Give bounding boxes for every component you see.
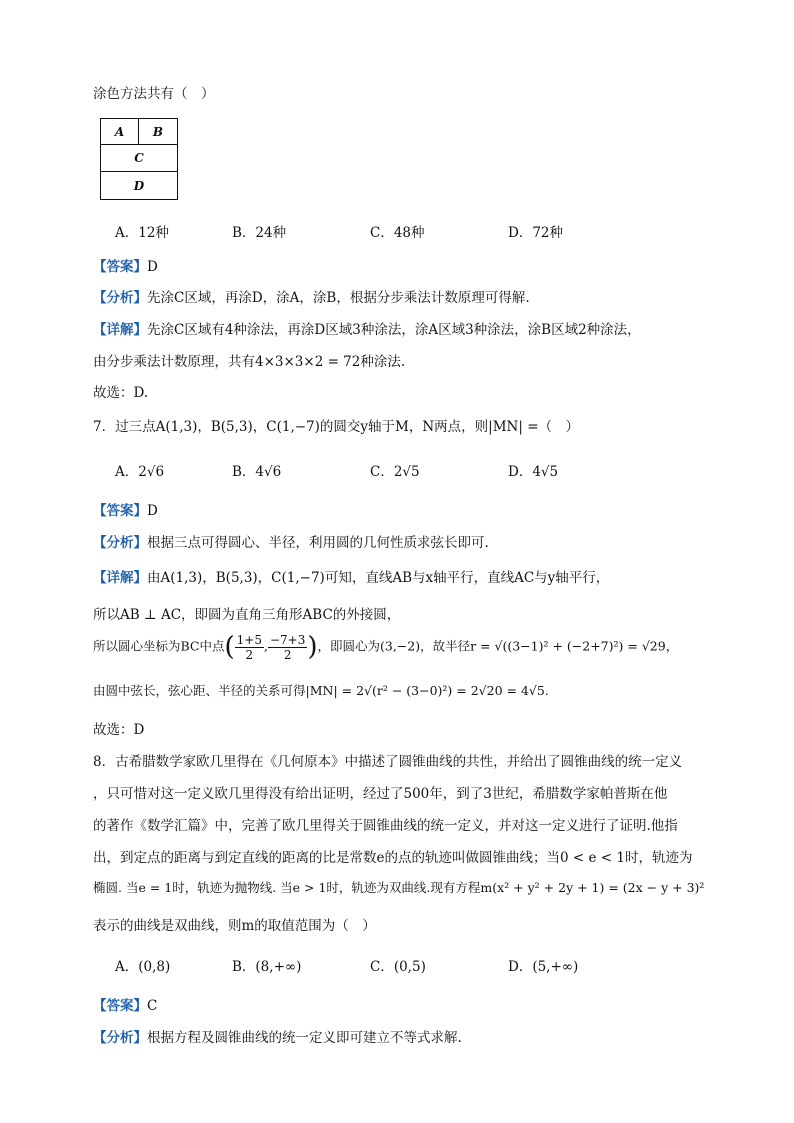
fraction-x-denominator: 2 <box>245 647 254 662</box>
q7-option-d: D．4√5 <box>508 464 559 480</box>
region-c: C <box>101 145 177 172</box>
q6-option-d: D．72种 <box>508 225 564 241</box>
q8-analysis-row <box>93 1026 462 1046</box>
fraction-y-denominator: 2 <box>283 647 292 662</box>
coloring-diagram <box>100 118 178 200</box>
answer-tag: 【答案】 <box>93 503 147 519</box>
q8-option-c: C．(0,5) <box>370 959 426 975</box>
q8-line-5: 椭圆. 当e = 1时，轨迹为抛物线. 当e > 1时，轨迹为双曲线.现有方程m(x² + y² + 2y + 1) = (2x − y + 3)² <box>93 880 705 895</box>
q7-option-c: C．2√5 <box>370 464 420 480</box>
q7-detail-row-1 <box>93 566 609 586</box>
q8-answer-row <box>93 994 157 1014</box>
q6-analysis-row <box>93 286 530 306</box>
q6-detail-1: 先涂C区域有4种涂法，再涂D区域3种涂法，涂A区域3种涂法，涂B区域2种涂法， <box>147 322 641 338</box>
q8-line-4: 出，到定点的距离与到定直线的距离的比是常数e的点的轨迹叫做圆锥曲线；当0 < e < 1时，轨迹为 <box>93 850 693 866</box>
q8-option-a: A．(0,8) <box>115 959 171 975</box>
q7-detail-4: 由圆中弦长，弦心距、半径的关系可得|MN| = 2√(r² − (3−0)²) = 2√20 = 4√5. <box>93 683 549 698</box>
fraction-y-numerator: −7+3 <box>269 632 306 647</box>
q7-option-b: B．4√6 <box>232 464 282 480</box>
answer-tag: 【答案】 <box>93 998 147 1014</box>
q7-option-a: A．2√6 <box>115 464 165 480</box>
q6-answer: D <box>147 259 158 275</box>
q8-analysis: 根据方程及圆锥曲线的统一定义即可建立不等式求解. <box>147 1030 462 1046</box>
fraction-x-numerator: 1+5 <box>236 632 262 647</box>
q7-detail-1: 由A(1,3)，B(5,3)，C(1,−7)可知，直线AB与x轴平行，直线AC与y轴平行， <box>147 570 610 586</box>
q6-option-a: A．12种 <box>115 225 169 241</box>
q7-choose: 故选：D <box>93 722 145 738</box>
q6-analysis: 先涂C区域，再涂D，涂A，涂B，根据分步乘法计数原理可得解. <box>147 290 530 306</box>
region-b: B <box>139 119 177 145</box>
q7-analysis-row <box>93 531 489 551</box>
q6-detail-row-1 <box>93 318 641 338</box>
q6-detail-2: 由分步乘法计数原理，共有4×3×3×2 = 72种涂法. <box>93 354 406 370</box>
q6-option-c: C．48种 <box>370 225 425 241</box>
q8-answer: C <box>147 998 158 1014</box>
q7-answer: D <box>147 503 158 519</box>
q6-choose: 故选：D. <box>93 385 149 401</box>
answer-tag: 【答案】 <box>93 259 147 275</box>
left-paren: ( <box>224 632 235 662</box>
q8-line-6: 表示的曲线是双曲线，则m的取值范围为（ ） <box>93 918 376 934</box>
analysis-tag: 【分析】 <box>93 290 147 306</box>
detail-tag: 【详解】 <box>93 570 147 586</box>
q7-detail-3-post: ，即圆心为(3,−2)，故半径r = √((3−1)² + (−2+7)²) = √29， <box>317 638 679 654</box>
analysis-tag: 【分析】 <box>93 535 147 551</box>
q8-line-1: 8．古希腊数学家欧几里得在《几何原本》中描述了圆锥曲线的共性，并给出了圆锥曲线的统一定义 <box>93 754 683 770</box>
q8-option-d: D．(5,+∞) <box>508 959 579 975</box>
q8-option-b: B．(8,+∞) <box>232 959 302 975</box>
q8-line-2: ，只可惜对这一定义欧几里得没有给出证明，经过了500年，到了3世纪，希腊数学家帕普斯在他 <box>93 786 668 802</box>
q6-answer-row <box>93 255 158 275</box>
region-a: A <box>101 119 139 145</box>
fraction-y <box>268 633 307 662</box>
q7-detail-2: 所以AB ⊥ AC，即圆为直角三角形ABC的外接圆， <box>93 607 401 623</box>
q7-detail-3: 所以圆心坐标为BC中点( $\frac{1+5}{2}$ , $\frac{-7+3}{2}$ )，即圆心为(3,−2)，故半径r = √((3−1)² + (−2+7)²) = √29， <box>93 632 679 662</box>
q7-answer-row <box>93 499 158 519</box>
fraction-x <box>235 633 264 662</box>
q7-stem: 7．过三点A(1,3)，B(5,3)，C(1,−7)的圆交y轴于M，N两点，则|MN| =（ ） <box>93 419 580 435</box>
q6-stem-tail: 涂色方法共有（ ） <box>93 86 215 102</box>
q7-analysis: 根据三点可得圆心、半径，利用圆的几何性质求弦长即可. <box>147 535 489 551</box>
q8-line-3: 的著作《数学汇篇》中，完善了欧几里得关于圆锥曲线的统一定义，并对这一定义进行了证明.他指 <box>93 818 678 834</box>
q7-detail-3-pre: 所以圆心坐标为BC中点 <box>93 638 225 654</box>
analysis-tag: 【分析】 <box>93 1030 147 1046</box>
right-paren: ) <box>307 632 318 662</box>
q6-option-b: B．24种 <box>232 225 287 241</box>
detail-tag: 【详解】 <box>93 322 147 338</box>
region-d: D <box>133 178 145 193</box>
